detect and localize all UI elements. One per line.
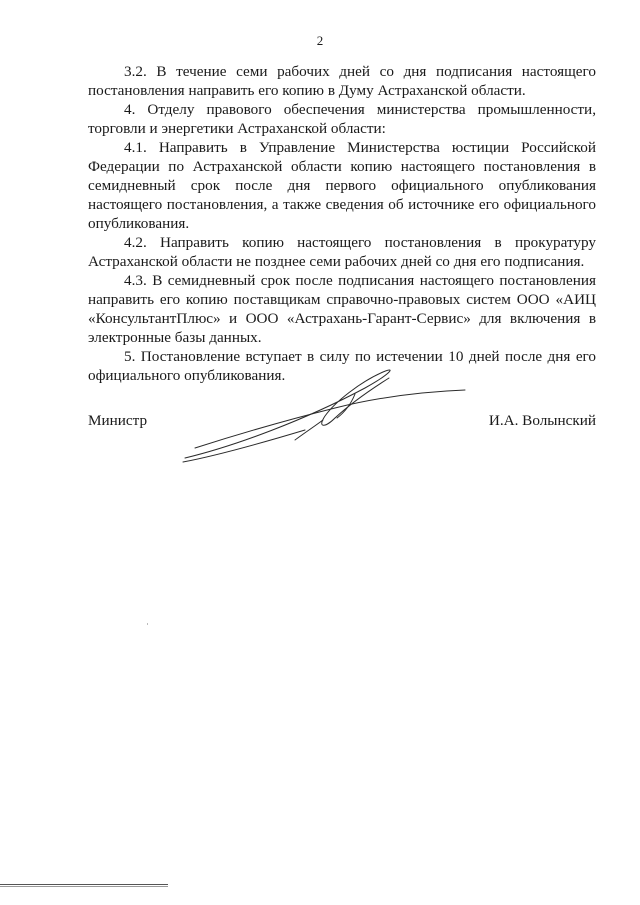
- paragraph-4-1: 4.1. Направить в Управление Министерства юстиции Российской Федерации по Астраханской области копию настоящего постановления в семидневный срок после дня первого официального опубликования настоящего постановления, а также сведения об источнике его официального опубликования.: [88, 139, 596, 232]
- footer-rule: [0, 884, 168, 885]
- paragraph-4: 4. Отделу правового обеспечения министерства промышленности, торговли и энергетики Астраханской области:: [88, 101, 596, 137]
- document-body: [88, 62, 596, 385]
- paragraph-5: 5. Постановление вступает в силу по истечении 10 дней после дня его официального опубликования.: [88, 348, 596, 384]
- page-number: 2: [316, 33, 324, 48]
- paragraph-4-3: 4.3. В семидневный срок после подписания настоящего постановления направить его копию поставщикам справочно-правовых систем ООО «АИЦ «КонсультантПлюс» и ООО «Астрахань-Гарант-Сервис» для включения в электронные базы данных.: [88, 272, 596, 346]
- signature-block: [88, 412, 596, 434]
- paragraph-3-2: 3.2. В течение семи рабочих дней со дня подписания настоящего постановления направить его копию в Думу Астраханской области.: [88, 63, 596, 99]
- footer-rule-shadow: [0, 886, 168, 887]
- paragraph-4-2: 4.2. Направить копию настоящего постановления в прокуратуру Астраханской области не позднее семи рабочих дней со дня его подписания.: [88, 234, 596, 270]
- scan-speck: [147, 623, 148, 625]
- signatory-title: Министр: [88, 412, 148, 429]
- signatory-name: И.А. Волынский: [488, 412, 596, 429]
